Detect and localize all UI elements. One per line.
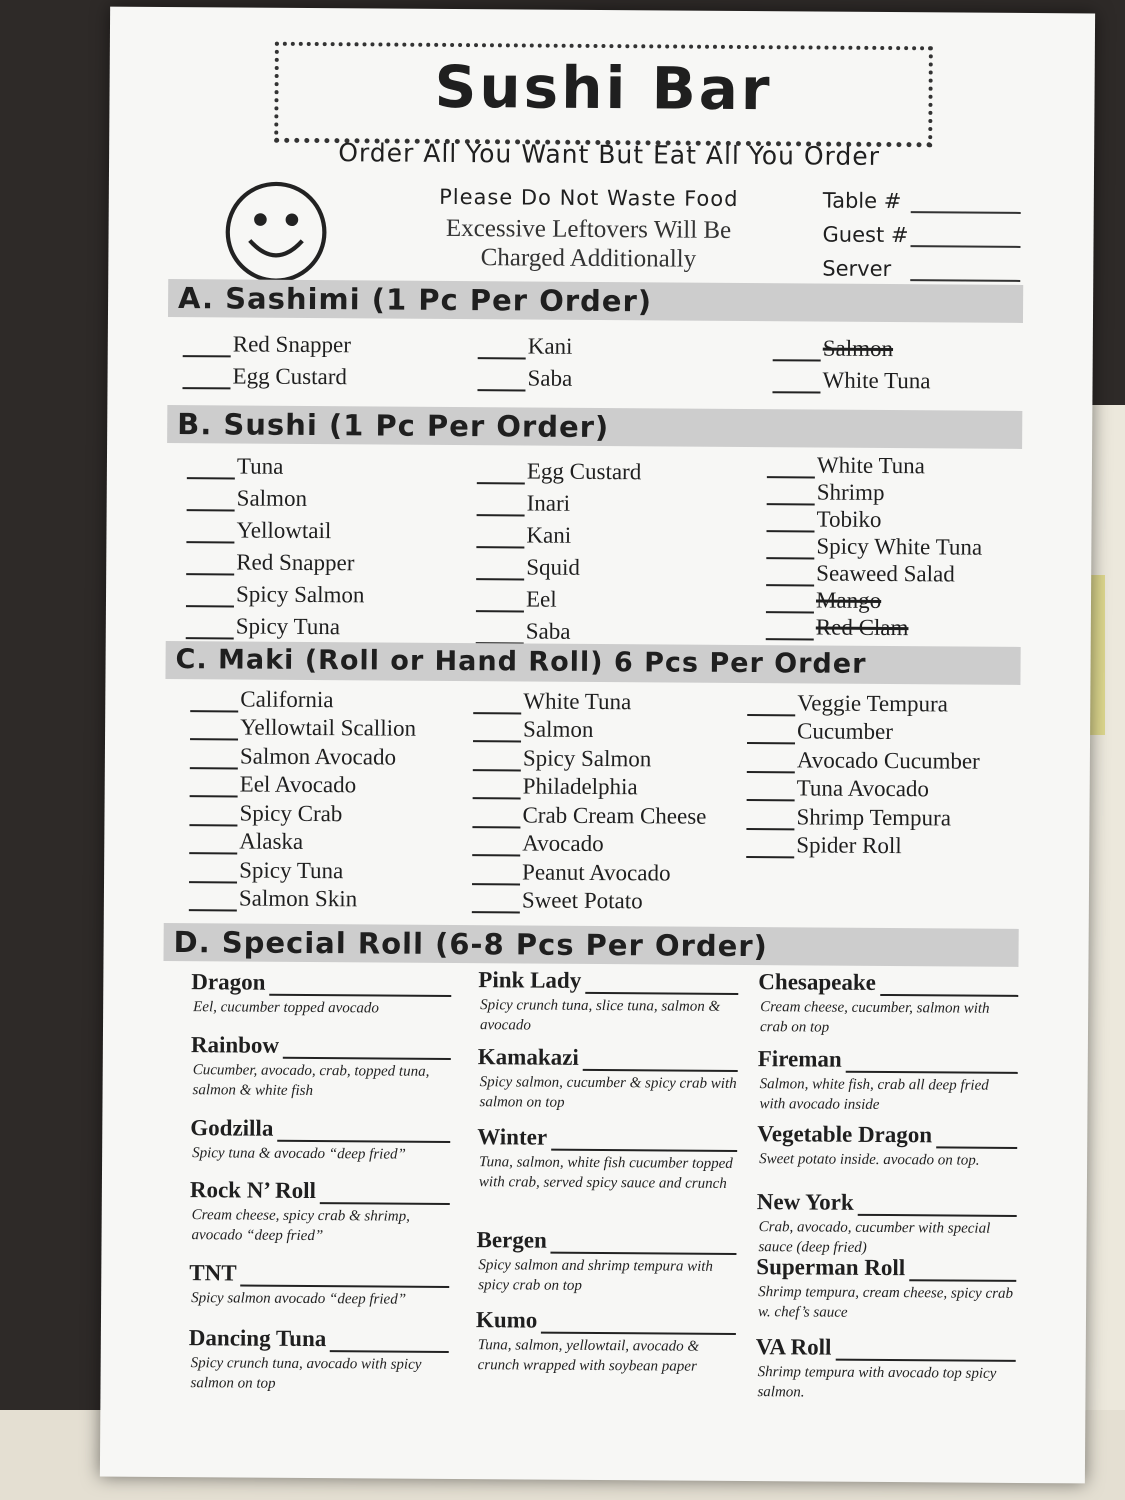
menu-item-label: Cucumber	[797, 718, 894, 745]
quantity-blank[interactable]	[773, 341, 821, 361]
menu-item-label: Salmon Avocado	[239, 743, 397, 770]
special-roll-bergen[interactable]	[476, 1227, 736, 1297]
section-header-special-roll: D. Special Roll (6-8 Pcs Per Order)	[163, 923, 1018, 967]
order-sheet	[100, 7, 1095, 1484]
menu-item-label: Salmon	[236, 485, 308, 511]
quantity-blank[interactable]	[936, 1132, 1017, 1149]
sashimi-column-3	[772, 329, 930, 394]
menu-item-label: Red Snapper	[236, 549, 355, 576]
sushi-column-3	[766, 451, 983, 642]
leftovers-line-1: Excessive Leftovers Will Be	[445, 214, 732, 244]
menu-item-crab-cream-cheese[interactable]	[472, 799, 706, 829]
special-roll-description: Salmon, white fish, crab all deep fried with avocado inside	[759, 1076, 989, 1113]
menu-item-label: Crab Cream Cheese	[522, 801, 707, 829]
menu-item-avocado-cucumber[interactable]	[747, 744, 980, 774]
special-roll-column-3	[110, 7, 1095, 14]
menu-item-spicy-crab[interactable]	[189, 797, 415, 827]
menu-item-spicy-tuna[interactable]	[186, 607, 365, 640]
quantity-blank[interactable]	[766, 539, 814, 559]
server-field[interactable]: Server	[822, 247, 1020, 282]
table-number-field[interactable]: Table #	[823, 179, 1021, 214]
order-info-fields	[822, 179, 1021, 282]
special-roll-name: Bergen	[476, 1227, 547, 1253]
menu-item-spicy-white-tuna[interactable]	[766, 532, 982, 561]
special-roll-pink-lady[interactable]	[478, 967, 738, 1037]
menu-item-label: Eel Avocado	[239, 771, 357, 798]
menu-item-shrimp[interactable]	[767, 478, 983, 507]
quantity-blank[interactable]	[473, 694, 521, 714]
menu-item-california[interactable]	[190, 683, 416, 713]
menu-item-red-snapper[interactable]	[183, 325, 351, 358]
quantity-blank[interactable]	[909, 1265, 1016, 1282]
menu-item-label: California	[240, 686, 334, 712]
quantity-blank[interactable]	[189, 863, 237, 883]
menu-item-label: Yellowtail	[236, 517, 332, 544]
special-roll-description: Spicy tuna & avocado “deep fried”	[192, 1145, 406, 1163]
quantity-blank[interactable]	[766, 566, 814, 586]
menu-item-label: Tuna	[236, 453, 284, 479]
quantity-blank[interactable]	[476, 560, 524, 580]
special-roll-description: Spicy salmon avocado “deep fried”	[191, 1290, 407, 1308]
special-roll-rock-n-roll[interactable]	[189, 1177, 449, 1247]
quantity-blank[interactable]	[190, 749, 238, 769]
menu-item-red-clam[interactable]	[766, 613, 982, 642]
slogan: Order All You Want But Eat All You Order	[338, 138, 881, 171]
sashimi-column-1	[182, 325, 351, 390]
special-roll-name: Kamakazi	[477, 1044, 579, 1070]
menu-item-label: Saba	[527, 365, 573, 391]
menu-item-label: White Tuna	[822, 367, 931, 394]
menu-item-peanut-avocado[interactable]	[472, 856, 706, 886]
section-header-maki: C. Maki (Roll or Hand Roll) 6 Pcs Per Order	[165, 641, 1020, 685]
quantity-blank[interactable]	[583, 1055, 738, 1072]
sushi-column-2	[476, 452, 642, 645]
menu-item-label: Alaska	[239, 828, 304, 854]
special-roll-chesapeake[interactable]	[758, 969, 1018, 1039]
quantity-blank[interactable]	[541, 1318, 736, 1335]
special-roll-description: Tuna, salmon, yellowtail, avocado & crunch wrapped with soybean paper	[477, 1337, 700, 1375]
menu-item-label: Sweet Potato	[521, 887, 643, 914]
menu-item-spider-roll[interactable]	[746, 830, 979, 860]
quantity-blank[interactable]	[241, 1271, 450, 1288]
special-roll-dancing-tuna[interactable]	[188, 1325, 448, 1395]
special-roll-rainbow[interactable]	[191, 1032, 451, 1102]
special-roll-name: Rainbow	[190, 1032, 280, 1058]
maki-column-3	[746, 687, 980, 860]
menu-item-eel-avocado[interactable]	[190, 769, 416, 799]
quantity-blank[interactable]	[477, 371, 525, 391]
menu-item-tobiko[interactable]	[766, 505, 982, 534]
special-roll-description: Shrimp tempura, cream cheese, spicy crab w. chef’s sauce	[757, 1284, 1014, 1321]
menu-item-label: Spider Roll	[796, 832, 902, 859]
quantity-blank[interactable]	[880, 980, 1019, 997]
menu-item-seaweed-salad[interactable]	[766, 559, 982, 588]
menu-item-label: Yellowtail Scallion	[240, 714, 417, 741]
menu-item-label: Philadelphia	[522, 773, 638, 800]
menu-item-cucumber[interactable]	[747, 716, 980, 746]
special-roll-name: New York	[756, 1189, 854, 1215]
menu-item-philadelphia[interactable]	[473, 771, 707, 801]
special-roll-description: Spicy crunch tuna, avocado with spicy salmon on top	[190, 1355, 422, 1392]
quantity-blank[interactable]	[477, 464, 525, 484]
quantity-blank[interactable]	[766, 593, 814, 613]
guest-number-field[interactable]: Guest #	[822, 213, 1020, 248]
menu-item-label: Peanut Avocado	[522, 858, 671, 886]
quantity-blank[interactable]	[772, 373, 820, 393]
menu-item-tuna[interactable]	[187, 447, 366, 480]
special-roll-column-2	[110, 7, 1095, 14]
sushi-column-1	[186, 447, 366, 640]
special-roll-new-york[interactable]	[756, 1189, 1016, 1259]
special-roll-description: Cream cheese, cucumber, salmon with crab on top	[759, 999, 990, 1036]
quantity-blank[interactable]	[189, 806, 237, 826]
quantity-blank[interactable]	[186, 587, 234, 607]
special-roll-godzilla[interactable]	[190, 1115, 450, 1165]
quantity-blank[interactable]	[835, 1345, 1015, 1362]
menu-item-label: Saba	[525, 618, 571, 644]
menu-item-label: Squid	[526, 554, 581, 580]
quantity-blank[interactable]	[283, 1043, 451, 1060]
menu-item-label: White Tuna	[816, 452, 926, 479]
menu-item-label: Avocado Cucumber	[796, 746, 980, 774]
special-roll-description: Cream cheese, spicy crab & shrimp, avocado “deep fried”	[191, 1207, 410, 1245]
quantity-blank[interactable]	[472, 893, 520, 913]
menu-item-mango[interactable]	[766, 586, 982, 615]
quantity-blank[interactable]	[190, 720, 238, 740]
special-roll-description: Spicy crunch tuna, slice tuna, salmon & avocado	[479, 997, 721, 1034]
menu-item-yellowtail-scallion[interactable]	[190, 712, 416, 742]
special-roll-column-1	[110, 7, 1095, 14]
quantity-blank[interactable]	[190, 777, 238, 797]
special-roll-va-roll[interactable]	[755, 1334, 1015, 1404]
quantity-blank[interactable]	[746, 838, 794, 858]
menu-item-label: White Tuna	[523, 687, 632, 714]
quantity-blank[interactable]	[766, 512, 814, 532]
quantity-blank[interactable]	[478, 339, 526, 359]
maki-column-1	[189, 683, 417, 913]
quantity-blank[interactable]	[190, 692, 238, 712]
quantity-blank[interactable]	[187, 459, 235, 479]
special-roll-name: VA Roll	[755, 1334, 832, 1360]
menu-item-label: Egg Custard	[526, 458, 642, 485]
title-box	[274, 42, 933, 148]
quantity-blank[interactable]	[747, 781, 795, 801]
quantity-blank[interactable]	[747, 724, 795, 744]
menu-item-label: Red Snapper	[232, 331, 352, 358]
special-roll-kumo[interactable]	[476, 1307, 736, 1377]
special-roll-name: Godzilla	[190, 1115, 274, 1141]
menu-item-label: Spicy Tuna	[239, 857, 344, 883]
menu-item-egg-custard[interactable]	[477, 452, 642, 485]
special-roll-name: Chesapeake	[758, 969, 876, 995]
menu-item-label: Spicy Salmon	[522, 744, 652, 771]
special-roll-fireman[interactable]	[757, 1046, 1017, 1116]
menu-item-salmon[interactable]	[473, 714, 707, 744]
menu-item-sweet-potato[interactable]	[472, 885, 706, 915]
quantity-blank[interactable]	[186, 523, 234, 543]
special-roll-description: Crab, avocado, cucumber with special sauce (deep fried)	[758, 1219, 991, 1256]
menu-item-salmon-skin[interactable]	[189, 883, 415, 913]
special-roll-name: Winter	[477, 1124, 548, 1150]
menu-item-label: Eel	[525, 586, 557, 612]
special-roll-description: Spicy salmon, cucumber & spicy crab with salmon on top	[479, 1074, 737, 1111]
quantity-blank[interactable]	[476, 624, 524, 644]
special-roll-name: Vegetable Dragon	[757, 1121, 933, 1148]
menu-item-shrimp-tempura[interactable]	[746, 801, 979, 831]
menu-item-avocado[interactable]	[472, 828, 706, 858]
menu-item-salmon-avocado[interactable]	[190, 740, 416, 770]
menu-item-spicy-salmon[interactable]	[186, 575, 365, 608]
menu-item-label: Spicy Tuna	[235, 613, 341, 640]
quantity-blank[interactable]	[187, 491, 235, 511]
special-roll-description: Cucumber, avocado, crab, topped tuna, salmon & white fish	[192, 1062, 430, 1100]
maki-column-2	[472, 685, 708, 915]
quantity-blank[interactable]	[277, 1126, 450, 1143]
menu-item-label: Spicy Crab	[239, 800, 343, 826]
menu-item-label: Seaweed Salad	[816, 560, 955, 587]
quantity-blank[interactable]	[473, 722, 521, 742]
special-roll-tnt[interactable]	[189, 1260, 449, 1310]
menu-item-salmon[interactable]	[187, 479, 366, 512]
special-roll-description: Shrimp tempura with avocado top spicy salmon.	[757, 1364, 997, 1401]
quantity-blank[interactable]	[189, 891, 237, 911]
quantity-blank[interactable]	[551, 1135, 737, 1152]
quantity-blank[interactable]	[472, 808, 520, 828]
quantity-blank[interactable]	[846, 1057, 1018, 1074]
section-header-sashimi: A. Sashimi (1 Pc Per Order)	[168, 279, 1023, 323]
special-roll-superman-roll[interactable]	[756, 1254, 1016, 1324]
special-roll-name: Rock N’ Roll	[189, 1177, 317, 1204]
menu-item-kani[interactable]	[476, 516, 641, 549]
menu-item-label: Mango	[815, 587, 882, 613]
quantity-blank[interactable]	[476, 592, 524, 612]
menu-item-label: Kani	[527, 333, 573, 359]
menu-item-white-tuna[interactable]	[473, 685, 707, 715]
menu-item-white-tuna[interactable]	[767, 451, 983, 480]
menu-item-label: Inari	[526, 490, 571, 516]
quantity-blank[interactable]	[183, 337, 231, 357]
page-title: Sushi Bar	[434, 52, 773, 124]
special-roll-description: Sweet potato inside. avocado on top.	[759, 1151, 980, 1169]
quantity-blank[interactable]	[747, 696, 795, 716]
menu-item-label: Salmon	[523, 716, 594, 742]
menu-item-squid[interactable]	[476, 548, 641, 581]
menu-item-label: Salmon	[822, 335, 894, 362]
special-roll-name: Pink Lady	[478, 967, 582, 993]
special-roll-winter[interactable]	[477, 1124, 737, 1194]
menu-item-label: Veggie Tempura	[797, 689, 949, 716]
menu-item-label: Spicy White Tuna	[816, 533, 983, 560]
menu-item-egg-custard[interactable]	[182, 357, 350, 390]
quantity-blank[interactable]	[189, 834, 237, 854]
menu-item-label: Shrimp	[816, 479, 885, 505]
special-roll-description: Spicy salmon and shrimp tempura with spicy crab on top	[478, 1257, 714, 1294]
menu-item-yellowtail[interactable]	[186, 511, 365, 544]
special-roll-vegetable-dragon[interactable]	[757, 1121, 1017, 1171]
menu-item-salmon[interactable]	[773, 329, 931, 362]
quantity-blank[interactable]	[473, 779, 521, 799]
menu-item-label: Tuna Avocado	[796, 775, 930, 802]
quantity-blank[interactable]	[472, 865, 520, 885]
quantity-blank[interactable]	[473, 751, 521, 771]
menu-item-veggie-tempura[interactable]	[747, 687, 980, 717]
quantity-blank[interactable]	[477, 496, 525, 516]
special-roll-description: Tuna, salmon, white fish cucumber topped with crab, served spicy sauce and crunch	[478, 1154, 733, 1192]
special-roll-name: Dancing Tuna	[188, 1325, 327, 1352]
special-roll-name: Fireman	[757, 1046, 842, 1072]
menu-item-label: Shrimp Tempura	[796, 803, 952, 830]
quantity-blank[interactable]	[767, 458, 815, 478]
special-roll-name: TNT	[189, 1260, 237, 1286]
menu-item-label: Kani	[526, 522, 572, 548]
quantity-blank[interactable]	[767, 485, 815, 505]
menu-item-red-snapper[interactable]	[186, 543, 365, 576]
menu-item-label: Egg Custard	[232, 363, 348, 390]
quantity-blank[interactable]	[747, 753, 795, 773]
menu-item-label: Salmon Skin	[238, 885, 358, 912]
menu-item-label: Red Clam	[815, 614, 909, 641]
special-roll-dragon[interactable]	[191, 969, 451, 1019]
waste-notice: Please Do Not Waste Food	[439, 184, 739, 211]
section-header-sushi: B. Sushi (1 Pc Per Order)	[167, 405, 1022, 449]
quantity-blank[interactable]	[476, 528, 524, 548]
quantity-blank[interactable]	[182, 369, 230, 389]
smiley-icon	[223, 179, 329, 285]
quantity-blank[interactable]	[472, 836, 520, 856]
menu-item-spicy-tuna[interactable]	[189, 854, 415, 884]
menu-item-label: Tobiko	[816, 506, 882, 532]
leftovers-notice	[393, 214, 783, 275]
special-roll-description: Eel, cucumber topped avocado	[193, 999, 379, 1017]
menu-item-kani[interactable]	[478, 327, 573, 360]
menu-item-alaska[interactable]	[189, 826, 415, 856]
quantity-blank[interactable]	[585, 978, 738, 995]
quantity-blank[interactable]	[766, 620, 814, 640]
sashimi-column-2	[477, 327, 572, 392]
quantity-blank[interactable]	[320, 1188, 450, 1205]
menu-item-saba[interactable]	[476, 612, 641, 645]
menu-item-white-tuna[interactable]	[772, 361, 930, 394]
quantity-blank[interactable]	[551, 1238, 737, 1255]
menu-item-saba[interactable]	[477, 359, 572, 392]
quantity-blank[interactable]	[330, 1336, 449, 1353]
special-roll-name: Dragon	[191, 969, 266, 995]
quantity-blank[interactable]	[858, 1200, 1017, 1217]
special-roll-name: Kumo	[475, 1307, 538, 1333]
special-roll-kamakazi[interactable]	[477, 1044, 737, 1114]
menu-item-label: Spicy Salmon	[235, 581, 365, 608]
quantity-blank[interactable]	[186, 555, 234, 575]
quantity-blank[interactable]	[186, 619, 234, 639]
menu-item-inari[interactable]	[477, 484, 642, 517]
menu-item-eel[interactable]	[476, 580, 641, 613]
menu-item-label: Avocado	[522, 830, 604, 857]
leftovers-line-2: Charged Additionally	[480, 244, 697, 273]
menu-item-tuna-avocado[interactable]	[747, 773, 980, 803]
menu-item-spicy-salmon[interactable]	[473, 742, 707, 772]
special-roll-name: Superman Roll	[756, 1254, 906, 1281]
quantity-blank[interactable]	[746, 810, 794, 830]
quantity-blank[interactable]	[269, 980, 451, 997]
